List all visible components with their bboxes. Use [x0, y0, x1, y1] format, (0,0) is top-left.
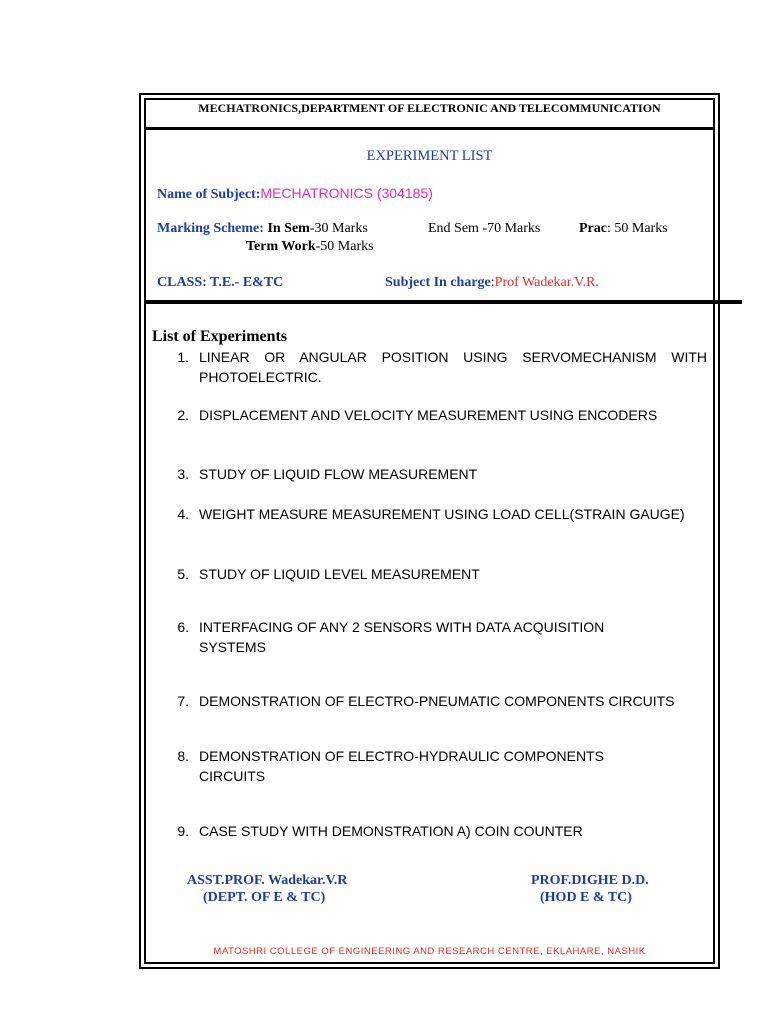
- list-item: [173, 617, 643, 657]
- list-item: [173, 564, 707, 584]
- right-signatory-name: PROF.DIGHE D.D.: [531, 873, 649, 888]
- item-text: DEMONSTRATION OF ELECTRO-HYDRAULIC COMPONENTS CIRCUITS: [199, 748, 604, 784]
- right-signatory-dept: (HOD E & TC): [540, 890, 632, 905]
- item-text: LINEAR OR ANGULAR POSITION USING SERVOMECHANISM WITH PHOTOELECTRIC.: [199, 349, 707, 385]
- incharge-value: Prof Wadekar.V.R.: [494, 275, 599, 290]
- left-signatory-name: ASST.PROF. Wadekar.V.R: [187, 873, 348, 888]
- item-number: 5.: [177, 566, 189, 582]
- termwork-value: -50 Marks: [315, 239, 374, 254]
- experiment-list-title: EXPERIMENT LIST: [366, 148, 493, 164]
- item-number: 2.: [177, 407, 189, 423]
- subject-value: MECHATRONICS (304185): [260, 185, 433, 201]
- insem-value: -30 Marks: [309, 221, 368, 236]
- list-item: [173, 347, 707, 387]
- endsem-text: End Sem -70 Marks: [428, 221, 541, 236]
- list-item: [173, 464, 707, 484]
- list-item: [173, 691, 707, 711]
- prac-value: : 50 Marks: [606, 221, 668, 236]
- item-text: WEIGHT MEASURE MEASUREMENT USING LOAD CELL(STRAIN GAUGE): [199, 506, 685, 522]
- left-signatory-dept: (DEPT. OF E & TC): [203, 890, 326, 905]
- incharge-line: [385, 275, 599, 291]
- item-number: 3.: [177, 466, 189, 482]
- item-text: STUDY OF LIQUID LEVEL MEASUREMENT: [199, 566, 480, 582]
- prac-label: Prac: [579, 221, 607, 236]
- item-text: STUDY OF LIQUID FLOW MEASUREMENT: [199, 466, 478, 482]
- prac-line: [579, 221, 668, 237]
- item-number: 9.: [177, 823, 189, 839]
- item-number: 1.: [177, 349, 189, 365]
- incharge-separator: :: [490, 275, 495, 290]
- class-label: CLASS: T.E.- E&TC: [157, 275, 284, 290]
- termwork-label: Term Work: [246, 239, 316, 254]
- item-number: 7.: [177, 693, 189, 709]
- insem-label: In Sem: [267, 221, 310, 236]
- item-number: 4.: [177, 506, 189, 522]
- marking-label: Marking Scheme:: [157, 221, 264, 236]
- marking-scheme-line: [157, 221, 368, 237]
- item-number: 6.: [177, 619, 189, 635]
- college-footer: MATOSHRI COLLEGE OF ENGINEERING AND RESEARCH CENTRE, EKLAHARE, NASHIK: [213, 946, 646, 957]
- list-item: [173, 504, 707, 544]
- subject-label: Name of Subject:: [157, 187, 261, 202]
- item-text: DEMONSTRATION OF ELECTRO-PNEUMATIC COMPONENTS CIRCUITS: [199, 693, 675, 709]
- item-text: INTERFACING OF ANY 2 SENSORS WITH DATA ACQUISITION SYSTEMS: [199, 619, 605, 655]
- subject-line: [157, 185, 433, 203]
- list-heading: List of Experiments: [152, 328, 288, 345]
- item-text: CASE STUDY WITH DEMONSTRATION A) COIN COUNTER: [199, 823, 583, 839]
- info-divider: [144, 300, 742, 304]
- department-heading: MECHATRONICS,DEPARTMENT OF ELECTRONIC AND TELECOMMUNICATION: [198, 101, 661, 115]
- item-number: 8.: [177, 748, 189, 764]
- list-item: [173, 746, 643, 786]
- termwork-line: [246, 239, 374, 255]
- item-text: DISPLACEMENT AND VELOCITY MEASUREMENT USING ENCODERS: [199, 407, 658, 423]
- incharge-label: Subject In charge: [385, 275, 491, 290]
- list-item: [173, 821, 707, 841]
- header-divider: [144, 127, 715, 130]
- list-item: [173, 405, 707, 445]
